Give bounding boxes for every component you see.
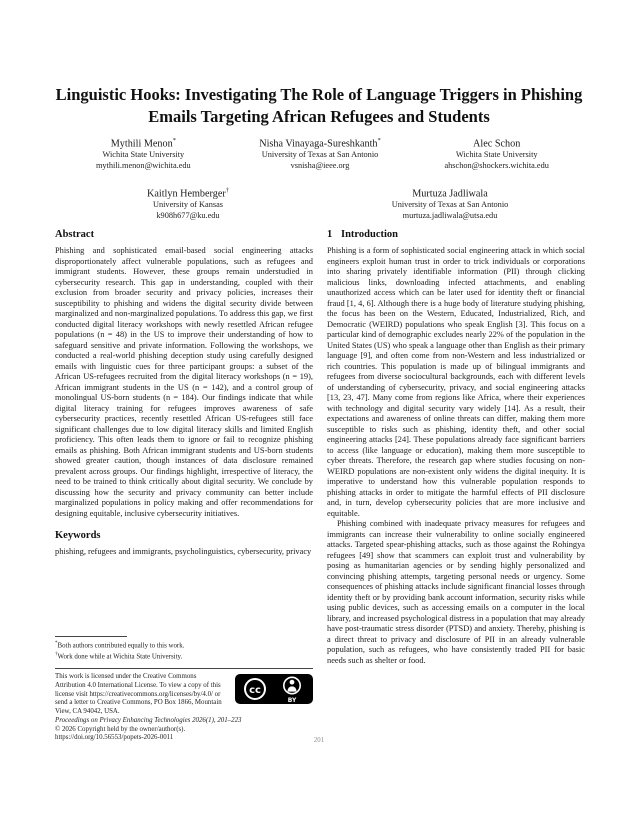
footnote-mark: * bbox=[55, 641, 58, 647]
author-name bbox=[408, 134, 585, 150]
footnote-work-done bbox=[55, 651, 313, 662]
author-email: vsnisha@ieee.org bbox=[290, 161, 350, 171]
footnote-mark: † bbox=[55, 652, 58, 658]
license-divider bbox=[55, 668, 313, 669]
abstract-heading: Abstract bbox=[55, 229, 95, 240]
two-column-body bbox=[55, 228, 585, 745]
copyright-line: © 2026 Copyright held by the owner/author(s). bbox=[55, 725, 186, 733]
badge-background bbox=[236, 675, 313, 704]
author-name bbox=[232, 134, 409, 150]
author-affiliation: University of Kansas bbox=[152, 200, 224, 210]
author-name-text: Alec Schon bbox=[473, 138, 521, 150]
authors-row-1 bbox=[55, 134, 585, 172]
author-5 bbox=[342, 184, 558, 222]
proceedings-citation: Proceedings on Privacy Enhancing Technologies 2026(1), 201–223 bbox=[55, 716, 242, 724]
cc-icon-label: cc bbox=[249, 685, 261, 697]
author-3 bbox=[408, 134, 585, 172]
section-title: Introduction bbox=[341, 229, 398, 240]
author-name-text: Mythili Menon bbox=[110, 138, 173, 150]
cc-by-badge bbox=[235, 674, 313, 708]
author-name bbox=[342, 184, 558, 200]
left-column-footer bbox=[55, 636, 313, 743]
author-email: k908h677@ku.edu bbox=[156, 211, 220, 221]
author-name-text: Kaitlyn Hemberger bbox=[147, 188, 226, 200]
left-column bbox=[55, 228, 313, 745]
license-text: This work is licensed under the Creative Commons Attribution 4.0 International License. To view a copy of this license visit https://creativecommons.org/licenses/by/4.0/ or send a letter to Creative Commons, PO Box 1866, Mountain View, CA 94042, USA. bbox=[55, 673, 222, 716]
author-affiliation: University of Texas at San Antonio bbox=[391, 200, 509, 210]
author-mark: † bbox=[225, 187, 229, 194]
footnote-divider bbox=[55, 636, 127, 637]
author-2 bbox=[232, 134, 409, 172]
footnote-equal-contribution bbox=[55, 640, 313, 651]
license-block bbox=[55, 673, 313, 743]
keywords-heading: Keywords bbox=[55, 530, 101, 541]
author-name bbox=[55, 134, 232, 150]
keywords-text: phishing, refugees and immigrants, psycholinguistics, cybersecurity, privacy bbox=[55, 547, 312, 556]
paper-title-text: Linguistic Hooks: Investigating The Role of Language Triggers in Phishing Emails Targeting African Refugees and Students bbox=[55, 85, 583, 126]
author-4 bbox=[80, 184, 296, 222]
author-1 bbox=[55, 134, 232, 172]
footnote-text: Work done while at Wichita State University. bbox=[57, 653, 183, 661]
author-mark: * bbox=[377, 137, 381, 144]
introduction-heading bbox=[327, 228, 585, 241]
author-affiliation: Wichita State University bbox=[455, 150, 538, 160]
author-affiliation: Wichita State University bbox=[102, 150, 185, 160]
doi-link: https://doi.org/10.56553/popets-2026-0011 bbox=[55, 734, 174, 742]
person-head bbox=[290, 680, 295, 685]
introduction-paragraph-1: Phishing is a form of sophisticated social engineering attack in which social engineers exploit human trust in order to trick individuals or corporations into sharing privately identifiable information (PII) through clicking malicious links, downloading infected attachments, and enabling unauthorized access which can be later used for identity theft or financial fraud [1, 4, 6]. Although there is a huge body of literature studying phishing, the focus has been on the Western, Educated, Industrialized, Rich, and Democratic (WEIRD) populations who speak English [3]. This focus on a particular kind of demographic excludes nearly 22% of the population in the United States (US) who speak a language other than English as their primary language [9], and often come from non-Western and less industrialized or rich countries. This population is made up of bilingual immigrants and refugees from diverse sociocultural backgrounds, each with different levels of understanding of cybersecurity, privacy, and social engineering attacks [13, 23, 47]. Many come from regions like Africa, where their experiences with technology and digital security vary widely [14]. As a result, their expectations and awareness of online threats can differ, making them more susceptible to risks such as phishing, identity theft, and other social engineering attacks [24]. These populations already face significant barriers to access (like language or education), making them more susceptible to cyber threats. Therefore, the research gap where studies focusing on non-WEIRD populations are non-existent only widens the digital inequity. It is imperative to understand how this vulnerable population responds to phishing attacks in order to mitigate the harmful effects of PII disclosure and, in turn, develop cybersecurity policies that are more inclusive and equitable. bbox=[327, 246, 585, 518]
paper-title bbox=[44, 84, 594, 128]
author-email: murtuza.jadliwala@utsa.edu bbox=[402, 211, 498, 221]
authors-row-2 bbox=[0, 184, 638, 222]
abstract-text: Phishing and sophisticated email-based social engineering attacks disproportionately affect vulnerable populations, such as refugees and immigrant students. However, these groups remain understudied in cybersecurity research. This gap in understanding, coupled with their exclusion from broader security and privacy policies, increases their susceptibility to phishing and widens the digital security divide between marginalized and non-marginalized populations. To address this gap, we first conducted digital literacy workshops with newly resettled African refugee populations (n = 48) in the US to improve their understanding of how to safeguard sensitive and private information. Following the workshops, we conducted a real-world phishing deception study using carefully designed emails with linguistic cues for three participant groups: a subset of the African US-refugees recruited from the digital literacy workshops (n = 19), African immigrant students in the US (n = 142), and a control group of monolingual US-born students (n = 184). Our findings indicate that while digital literacy training for refugees improves awareness of safe cybersecurity practices, recently resettled African US-refugees still face significant challenges due to low digital literacy skills and limited English proficiency. This often leads them to ignore or fail to recognize phishing emails as phishing. Both African immigrant students and US-born students showed greater caution, though instances of data disclosure remained prevalent across groups. Our findings highlight, irrespective of literacy, the need to be trained to think critically about digital security. We conclude by discussing how the security and privacy community can better include marginalized populations in policy making and offer recommendations for designing equitable, inclusive cybersecurity initiatives. bbox=[55, 246, 313, 518]
author-name bbox=[80, 184, 296, 200]
section-number: 1 bbox=[327, 229, 333, 240]
introduction-paragraph-2: Phishing combined with inadequate privacy measures for refugees and immigrants can increase their vulnerability to online socially engineered attacks. Targeted spear-phishing attacks, such as those against the Rohingya refugees [49] show that scammers can exploit trust and vulnerability by posing as humanitarian agencies or by sending highly personalized and convincing phishing attempts, targeting personal needs or urgency. Some consequences of phishing attacks include significant financial losses through identity theft or by providing bank account information, security risks while using public devices, such as accessing emails on a computer in the local library, and increased psychological distress in a population that may already have post-traumatic stress disorder (PTSD) and anxiety. Thereby, phishing is a direct threat to privacy and disclosure of PII in an already vulnerable population, such as refugees, who have consistently traded PII for basic needs such as shelter or food. bbox=[327, 519, 585, 665]
by-label: BY bbox=[287, 697, 297, 705]
author-affiliation: University of Texas at San Antonio bbox=[261, 150, 379, 160]
author-mark: * bbox=[172, 137, 176, 144]
author-email: mythili.menon@wichita.edu bbox=[95, 161, 191, 171]
author-email: ahschon@shockers.wichita.edu bbox=[444, 161, 549, 171]
right-column bbox=[327, 228, 585, 745]
cc-by-badge-graphic bbox=[235, 674, 313, 704]
author-name-text: Nisha Vinayaga-Sureshkanth bbox=[259, 138, 378, 150]
footnote-text: Both authors contributed equally to this work. bbox=[57, 642, 185, 650]
author-name-text: Murtuza Jadliwala bbox=[412, 188, 488, 200]
page-number: 201 bbox=[313, 737, 325, 744]
